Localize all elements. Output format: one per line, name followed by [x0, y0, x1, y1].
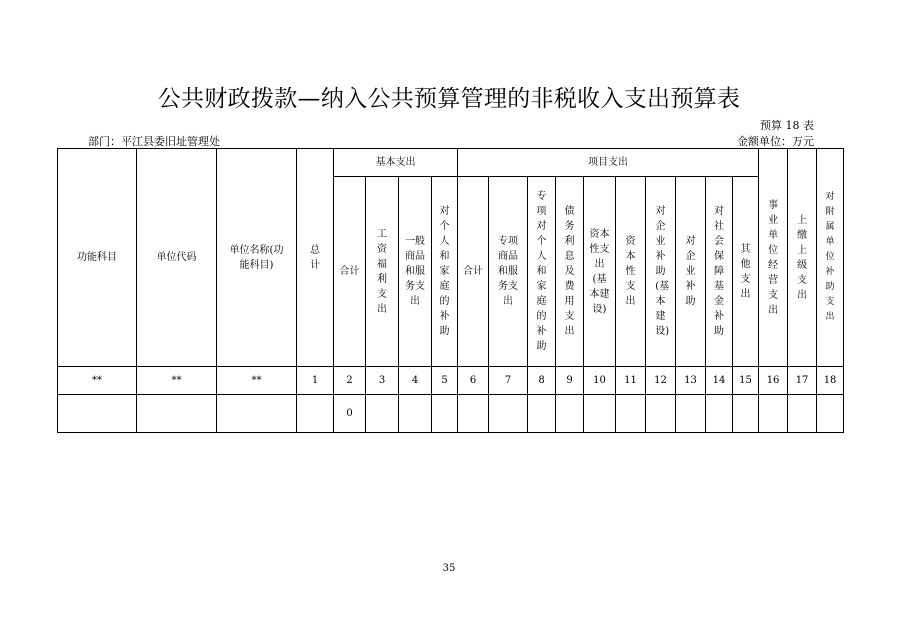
header-project-other: 其他支出 [733, 177, 759, 367]
header-project-total: 合计 [458, 177, 489, 367]
index-cell: 9 [556, 367, 584, 395]
index-cell: 16 [759, 367, 788, 395]
header-unit-code: 单位代码 [137, 149, 217, 367]
data-cell [733, 395, 759, 433]
data-cell [432, 395, 458, 433]
index-cell: 13 [676, 367, 706, 395]
index-cell: 5 [432, 367, 458, 395]
index-cell: 6 [458, 367, 489, 395]
index-cell: ** [58, 367, 137, 395]
header-project-capital-construction: 资本性支出(基本建设) [584, 177, 616, 367]
index-cell: 2 [334, 367, 366, 395]
data-cell [556, 395, 584, 433]
index-cell: 1 [297, 367, 334, 395]
data-cell [297, 395, 334, 433]
page-number: 35 [442, 563, 456, 574]
data-cell [676, 395, 706, 433]
data-cell [788, 395, 817, 433]
header-basic-individual-subsidy: 对个人和家庭的补助 [432, 177, 458, 367]
data-cell [58, 395, 137, 433]
header-basic-total: 合计 [334, 177, 366, 367]
department-label: 部门：平江县委旧址管理处 [88, 135, 220, 148]
header-project-goods-services: 专项商品和服务支出 [489, 177, 528, 367]
header-project-enterprise-construction: 对企业补助(基本建设) [646, 177, 676, 367]
index-row [58, 367, 844, 395]
header-remit-superior: 上缴上级支出 [788, 149, 817, 367]
header-project-social-security: 对社会保障基金补助 [706, 177, 733, 367]
header-project-individual-subsidy: 专项对个人和家庭的补助 [528, 177, 556, 367]
header-row-groups [58, 149, 844, 177]
header-business-expense: 事业单位经营支出 [759, 149, 788, 367]
data-cell [706, 395, 733, 433]
header-project-enterprise-subsidy: 对企业补助 [676, 177, 706, 367]
index-cell: 7 [489, 367, 528, 395]
header-project-capital: 资本性支出 [616, 177, 646, 367]
index-cell: 12 [646, 367, 676, 395]
index-cell: 15 [733, 367, 759, 395]
amount-unit-label: 金额单位：万元 [737, 135, 814, 148]
index-cell: 11 [616, 367, 646, 395]
data-cell [366, 395, 399, 433]
header-unit-name: 单位名称(功能科目) [217, 149, 297, 367]
index-cell: 14 [706, 367, 733, 395]
index-cell: 17 [788, 367, 817, 395]
data-cell [759, 395, 788, 433]
data-row [58, 395, 844, 433]
header-project-group: 项目支出 [458, 149, 759, 177]
data-cell [584, 395, 616, 433]
header-project-debt-interest: 债务利息及费用支出 [556, 177, 584, 367]
table-title: 公共财政拨款—纳入公共预算管理的非税收入支出预算表 [157, 86, 741, 112]
data-cell [458, 395, 489, 433]
data-cell [399, 395, 432, 433]
data-cell [528, 395, 556, 433]
index-cell: 18 [817, 367, 844, 395]
data-cell [646, 395, 676, 433]
budget-table [57, 148, 844, 433]
data-cell [217, 395, 297, 433]
index-cell: 3 [366, 367, 399, 395]
index-cell: ** [137, 367, 217, 395]
header-subsidiary-subsidy: 对附属单位补助支出 [817, 149, 844, 367]
header-basic-group: 基本支出 [334, 149, 458, 177]
index-cell: ** [217, 367, 297, 395]
header-basic-salary: 工资福利支出 [366, 177, 399, 367]
header-total: 总计 [297, 149, 334, 367]
index-cell: 4 [399, 367, 432, 395]
data-cell [137, 395, 217, 433]
header-func-subject: 功能科目 [58, 149, 137, 367]
index-cell: 8 [528, 367, 556, 395]
data-cell [489, 395, 528, 433]
header-basic-goods-services: 一般商品和服务支出 [399, 177, 432, 367]
data-cell [616, 395, 646, 433]
data-cell: 0 [334, 395, 366, 433]
form-number: 预算 18 表 [760, 119, 814, 132]
data-cell [817, 395, 844, 433]
index-cell: 10 [584, 367, 616, 395]
